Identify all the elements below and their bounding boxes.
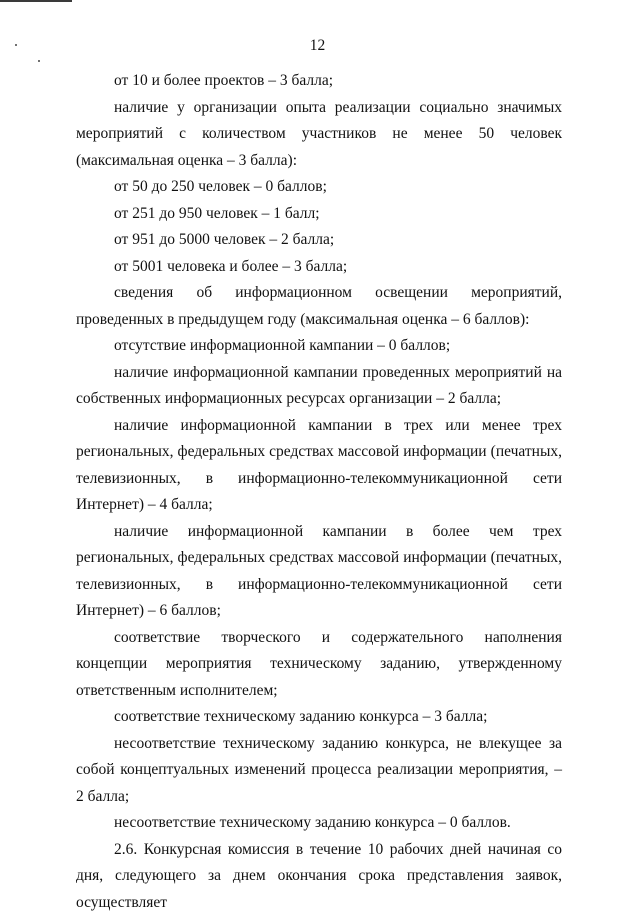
document-body [76, 68, 562, 916]
paragraph: 2.6. Конкурсная комиссия в течение 10 рабочих дней начиная со дня, следующего за днем окончания срока представления заявок, осуществляет [76, 837, 562, 916]
paragraph: наличие у организации опыта реализации социально значимых мероприятий с количеством участников не менее 50 человек (максимальная оценка – 3 балла): [76, 95, 562, 175]
paragraph: отсутствие информационной кампании – 0 баллов; [76, 333, 562, 360]
scan-edge-mark [0, 0, 72, 2]
paragraph: от 50 до 250 человек – 0 баллов; [76, 174, 562, 201]
scan-dust-mark [38, 60, 40, 62]
paragraph: соответствие техническому заданию конкурса – 3 балла; [76, 704, 562, 731]
paragraph: от 951 до 5000 человек – 2 балла; [76, 227, 562, 254]
paragraph: от 251 до 950 человек – 1 балл; [76, 201, 562, 228]
paragraph: сведения об информационном освещении мероприятий, проведенных в предыдущем году (максимальная оценка – 6 баллов): [76, 280, 562, 333]
paragraph: от 5001 человека и более – 3 балла; [76, 254, 562, 281]
paragraph: соответствие творческого и содержательного наполнения концепции мероприятия техническому заданию, утвержденному ответственным исполнителем; [76, 625, 562, 705]
paragraph: несоответствие техническому заданию конкурса – 0 баллов. [76, 810, 562, 837]
paragraph: наличие информационной кампании в трех или менее трех региональных, федеральных средствах массовой информации (печатных, телевизионных, в информационно-телекоммуникационной сети Интернет) – 4 балла; [76, 413, 562, 519]
page-number: 12 [0, 37, 635, 55]
paragraph: несоответствие техническому заданию конкурса, не влекущее за собой концептуальных изменений процесса реализации мероприятия, – 2 балла; [76, 731, 562, 811]
paragraph: наличие информационной кампании проведенных мероприятий на собственных информационных ресурсах организации – 2 балла; [76, 360, 562, 413]
paragraph: от 10 и более проектов – 3 балла; [76, 68, 562, 95]
paragraph: наличие информационной кампании в более чем трех региональных, федеральных средствах массовой информации (печатных, телевизионных, в информационно-телекоммуникационной сети Интернет) – 6 баллов; [76, 519, 562, 625]
